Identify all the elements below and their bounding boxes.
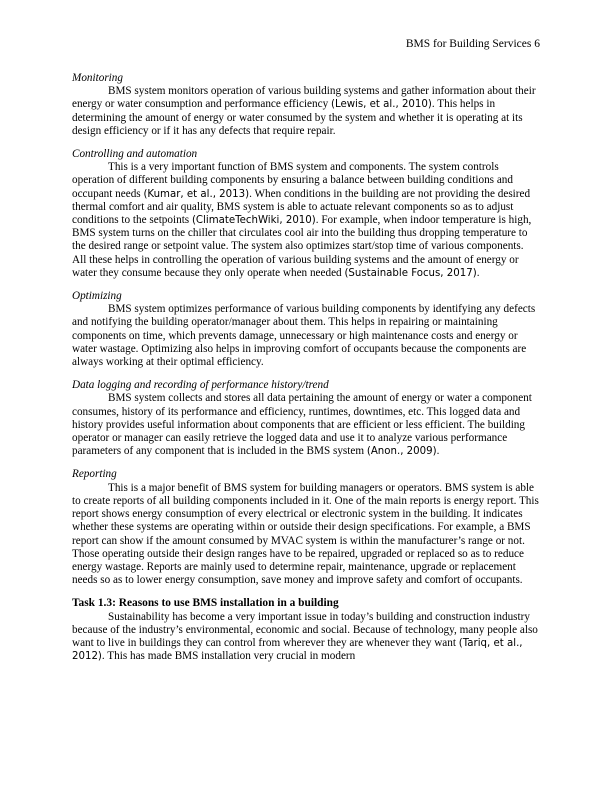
citation: (Kumar, et al., 2013): [143, 188, 250, 200]
citation: (Tariq, et al., 2012): [72, 637, 523, 663]
text-run: BMS system collects and stores all data pertaining the amount of energy or water a component consumes, history of its performance and efficiency, runtimes, downtimes, etc. This logged data and history provides useful information about components that are efficient or less efficient. The building operator or manager can easily retrieve the logged data and use it to analyze various performance parameters of any component that is included in the BMS system: [72, 392, 532, 458]
citation: (ClimateTechWiki, 2010): [191, 215, 316, 227]
paragraph-monitoring: [72, 85, 540, 138]
text-run: . When conditions in the building are not providing the desired thermal comfort and air quality, BMS system is able to actuate relevant components so as to adjust conditions to the setpoints: [72, 187, 531, 227]
paragraph-task: [72, 611, 540, 664]
citation: (Lewis, et al., 2010): [330, 99, 432, 111]
section-heading-monitoring: Monitoring: [72, 72, 123, 84]
paragraph-controlling: [72, 161, 540, 280]
section-heading-controlling: Controlling and automation: [72, 148, 198, 161]
paragraph-optimizing: [72, 303, 540, 369]
section-heading-optimizing: Optimizing: [72, 290, 122, 303]
section-heading-data-logging: Data logging and recording of performance history/trend: [72, 379, 329, 392]
page-body: [72, 72, 540, 663]
citation: (Anon., 2009): [366, 446, 437, 458]
task-heading: Task 1.3: Reasons to use BMS installation in a building: [72, 597, 339, 610]
citation: (Sustainable Focus, 2017): [344, 267, 477, 279]
text-run: This is a very important function of BMS system and components. The system controls operation of different building components by ensuring a balance between building conditions and occupant needs: [72, 161, 513, 200]
text-run: BMS system monitors operation of various building systems and gather information about their energy or water consumption and performance efficiency: [72, 85, 536, 111]
text-run: Sustainability has become a very important issue in today’s building and construction industry because of the industry’s environmental, economic and social. Because of technology, many people also want to live in buildings they can control from wherever they are whenever they want: [72, 610, 538, 649]
paragraph-reporting: [72, 482, 540, 588]
text-run: BMS system optimizes performance of various building components by identifying any defects and notifying the building operator/manager about them. This helps in repairing or maintaining components on time, which prevents damage, unnecessary or high maintenance costs and energy or water wastage. Optimizing also helps in improving comfort of occupants because the components are always working at their optimal efficiency.: [72, 303, 536, 369]
text-run: This is a major benefit of BMS system for building managers or operators. BMS system is able to create reports of all building components included in it. One of the main reports is energy report. This report shows energy consumption of every electrical or electronic system in the building. It indicates whether these systems are operating within or outside their design specifications. For example, a BMS report can show if the amount consumed by MVAC system is within the manufacturer’s range or not. Those operating outside their design ranges have to be repaired, upgraded or replaced so as to reduce energy wastage. Reports are mainly used to determine repair, maintenance, upgrade or replacement needs so as to lower energy consumption, save money and improve safety and comfort of occupants.: [72, 481, 539, 587]
paragraph-data-logging: [72, 392, 540, 458]
text-run: .: [436, 445, 440, 458]
text-run: . For example, when indoor temperature is high, BMS system turns on the chiller that circulates cool air into the building thus dropping temperature to the desired range or setpoint value. The system also optimizes start/stop time of various components. All these helps in controlling the operation of various building systems and the amount of energy or water they consume because they only operate when needed: [72, 214, 532, 279]
text-run: . This helps in determining the amount of energy or water consumed by the system and whether it is operating at its design efficiency or if it has any defects that require repair.: [72, 98, 523, 137]
text-run: .: [476, 266, 480, 279]
text-run: . This has made BMS installation very crucial in modern: [101, 650, 356, 663]
running-head: BMS for Building Services 6: [405, 38, 540, 50]
section-heading-reporting: Reporting: [72, 468, 117, 481]
